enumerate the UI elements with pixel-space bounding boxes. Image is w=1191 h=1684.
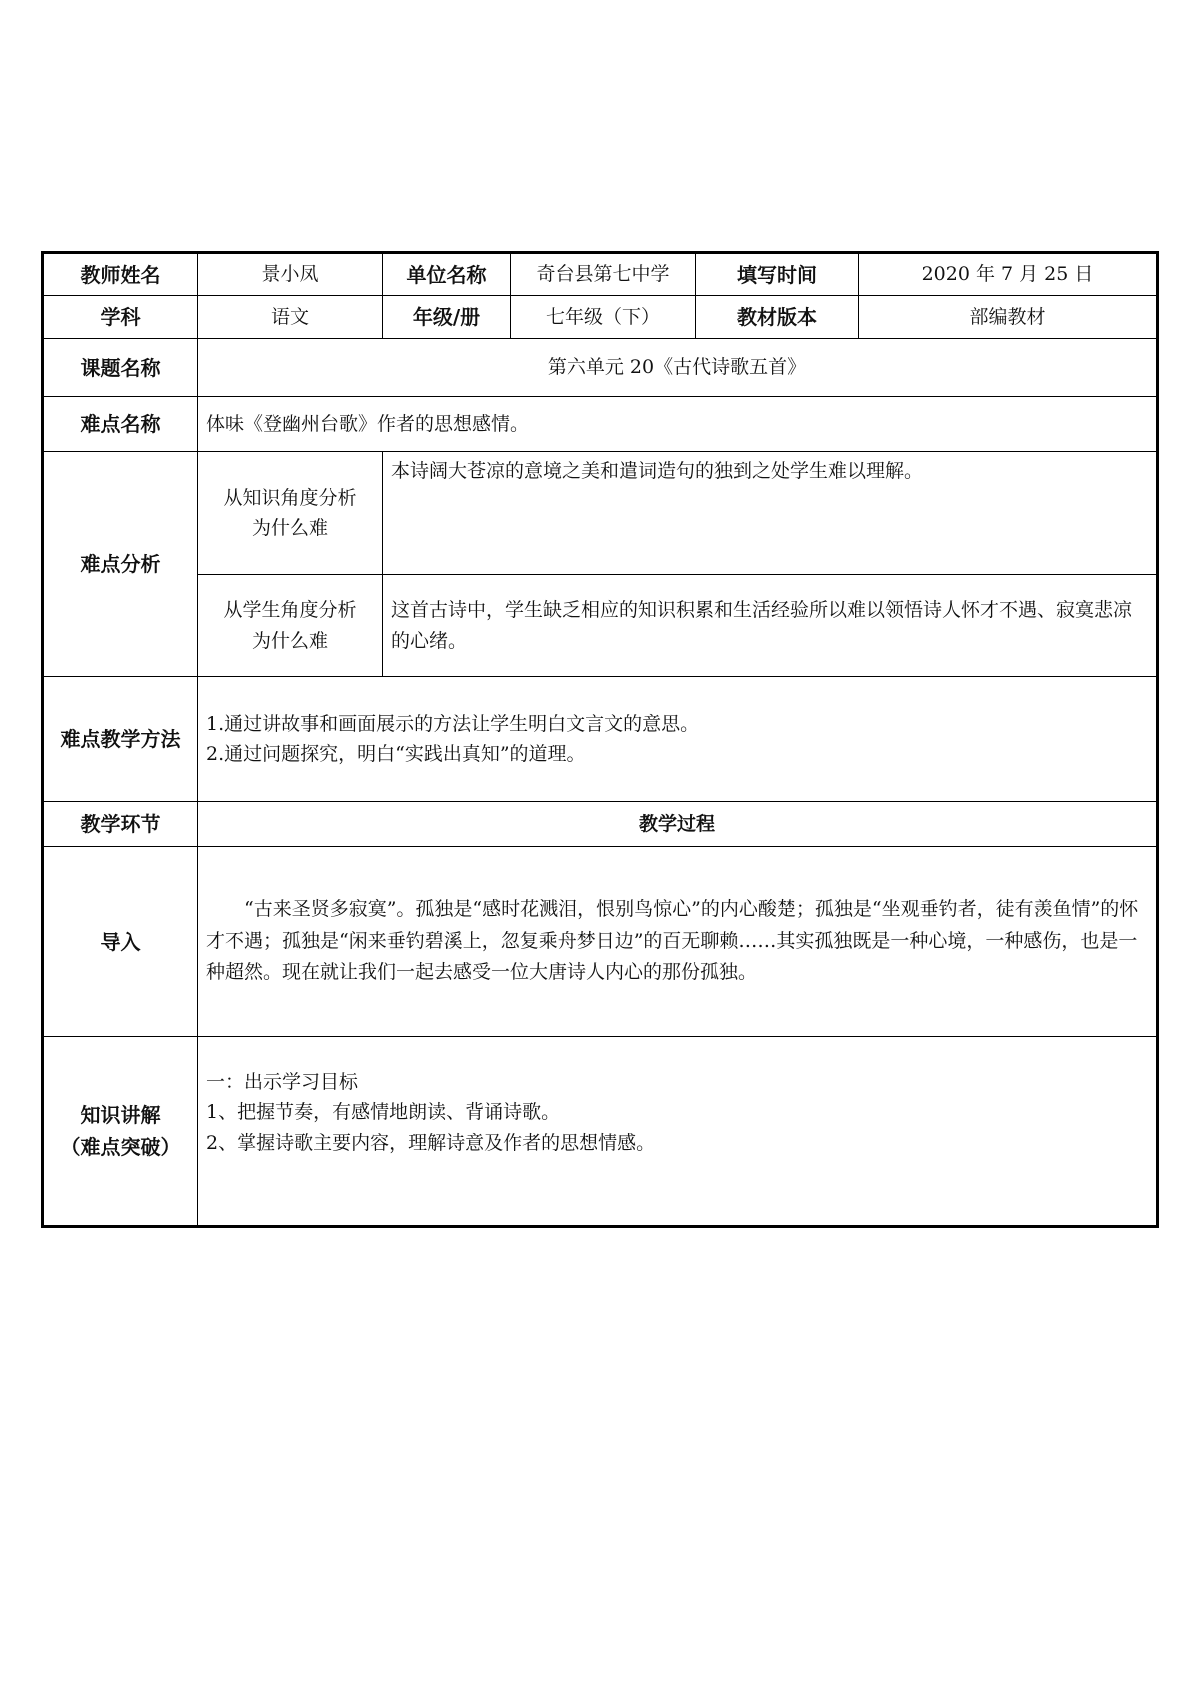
difficulty-value: 体味《登幽州台歌》作者的思想感情。 [198,397,1158,452]
row-method [43,677,1158,802]
row-topic [43,339,1158,397]
goal-2: 2、掌握诗歌主要内容，理解诗意及作者的思想情感。 [206,1131,656,1154]
topic-value: 第六单元 20《古代诗歌五首》 [198,339,1158,397]
intro-text [198,847,1158,1037]
stage-label: 教学环节 [43,802,198,847]
row-intro [43,847,1158,1037]
row-process-header [43,802,1158,847]
knowledge-angle-label-line1: 从知识角度分析 [223,486,357,509]
subject-label: 学科 [43,296,198,339]
row-subject [43,296,1158,339]
method-value [198,677,1158,802]
date-value: 2020 年 7 月 25 日 [859,253,1158,296]
grade-label: 年级/册 [383,296,511,339]
intro-label: 导入 [43,847,198,1037]
student-angle-label-line2: 为什么难 [251,629,328,652]
difficulty-label: 难点名称 [43,397,198,452]
row-teacher [43,253,1158,296]
teacher-label: 教师姓名 [43,253,198,296]
unit-label: 单位名称 [383,253,511,296]
knowledge-angle-label [198,452,383,575]
knowledge-label-line2: （难点突破） [60,1135,181,1159]
textbook-label: 教材版本 [696,296,859,339]
row-analysis-knowledge [43,452,1158,575]
subject-value: 语文 [198,296,383,339]
student-angle-label-line1: 从学生角度分析 [223,599,357,622]
analysis-label: 难点分析 [43,452,198,677]
knowledge-label [43,1037,198,1227]
intro-paragraph: “古来圣贤多寂寞”。孤独是“感时花溅泪，恨别鸟惊心”的内心酸楚；孤独是“坐观垂钓者，徒有羡鱼情”的怀才不遇；孤独是“闲来垂钓碧溪上，忽复乘舟梦日边”的百无聊赖……其实孤独既是一种心境，一种感伤，也是一种超然。现在就让我们一起去感受一位大唐诗人内心的那份孤独。 [206,898,1139,984]
row-knowledge [43,1037,1158,1227]
teacher-value: 景小凤 [198,253,383,296]
lesson-plan-table [41,251,1159,1228]
grade-value: 七年级（下） [511,296,696,339]
knowledge-label-line1: 知识讲解 [80,1103,161,1127]
topic-label: 课题名称 [43,339,198,397]
date-label: 填写时间 [696,253,859,296]
student-angle-value: 这首古诗中，学生缺乏相应的知识积累和生活经验所以难以领悟诗人怀才不遇、寂寞悲凉的心绪。 [383,575,1158,677]
student-angle-label [198,575,383,677]
method-line-2: 2.通过问题探究，明白“实践出真知”的道理。 [206,743,586,765]
knowledge-angle-label-line2: 为什么难 [251,517,328,539]
row-analysis-student [43,575,1158,677]
goals-heading: 一：出示学习目标 [206,1071,359,1093]
knowledge-angle-value: 本诗阔大苍凉的意境之美和遣词造句的独到之处学生难以理解。 [383,452,1158,575]
goal-1: 1、把握节奏，有感情地朗读、背诵诗歌。 [206,1101,561,1124]
method-line-1: 1.通过讲故事和画面展示的方法让学生明白文言文的意思。 [206,712,700,735]
textbook-value: 部编教材 [859,296,1158,339]
row-difficulty [43,397,1158,452]
unit-value: 奇台县第七中学 [511,253,696,296]
method-label: 难点教学方法 [43,677,198,802]
knowledge-content [198,1037,1158,1227]
process-label: 教学过程 [198,802,1158,847]
